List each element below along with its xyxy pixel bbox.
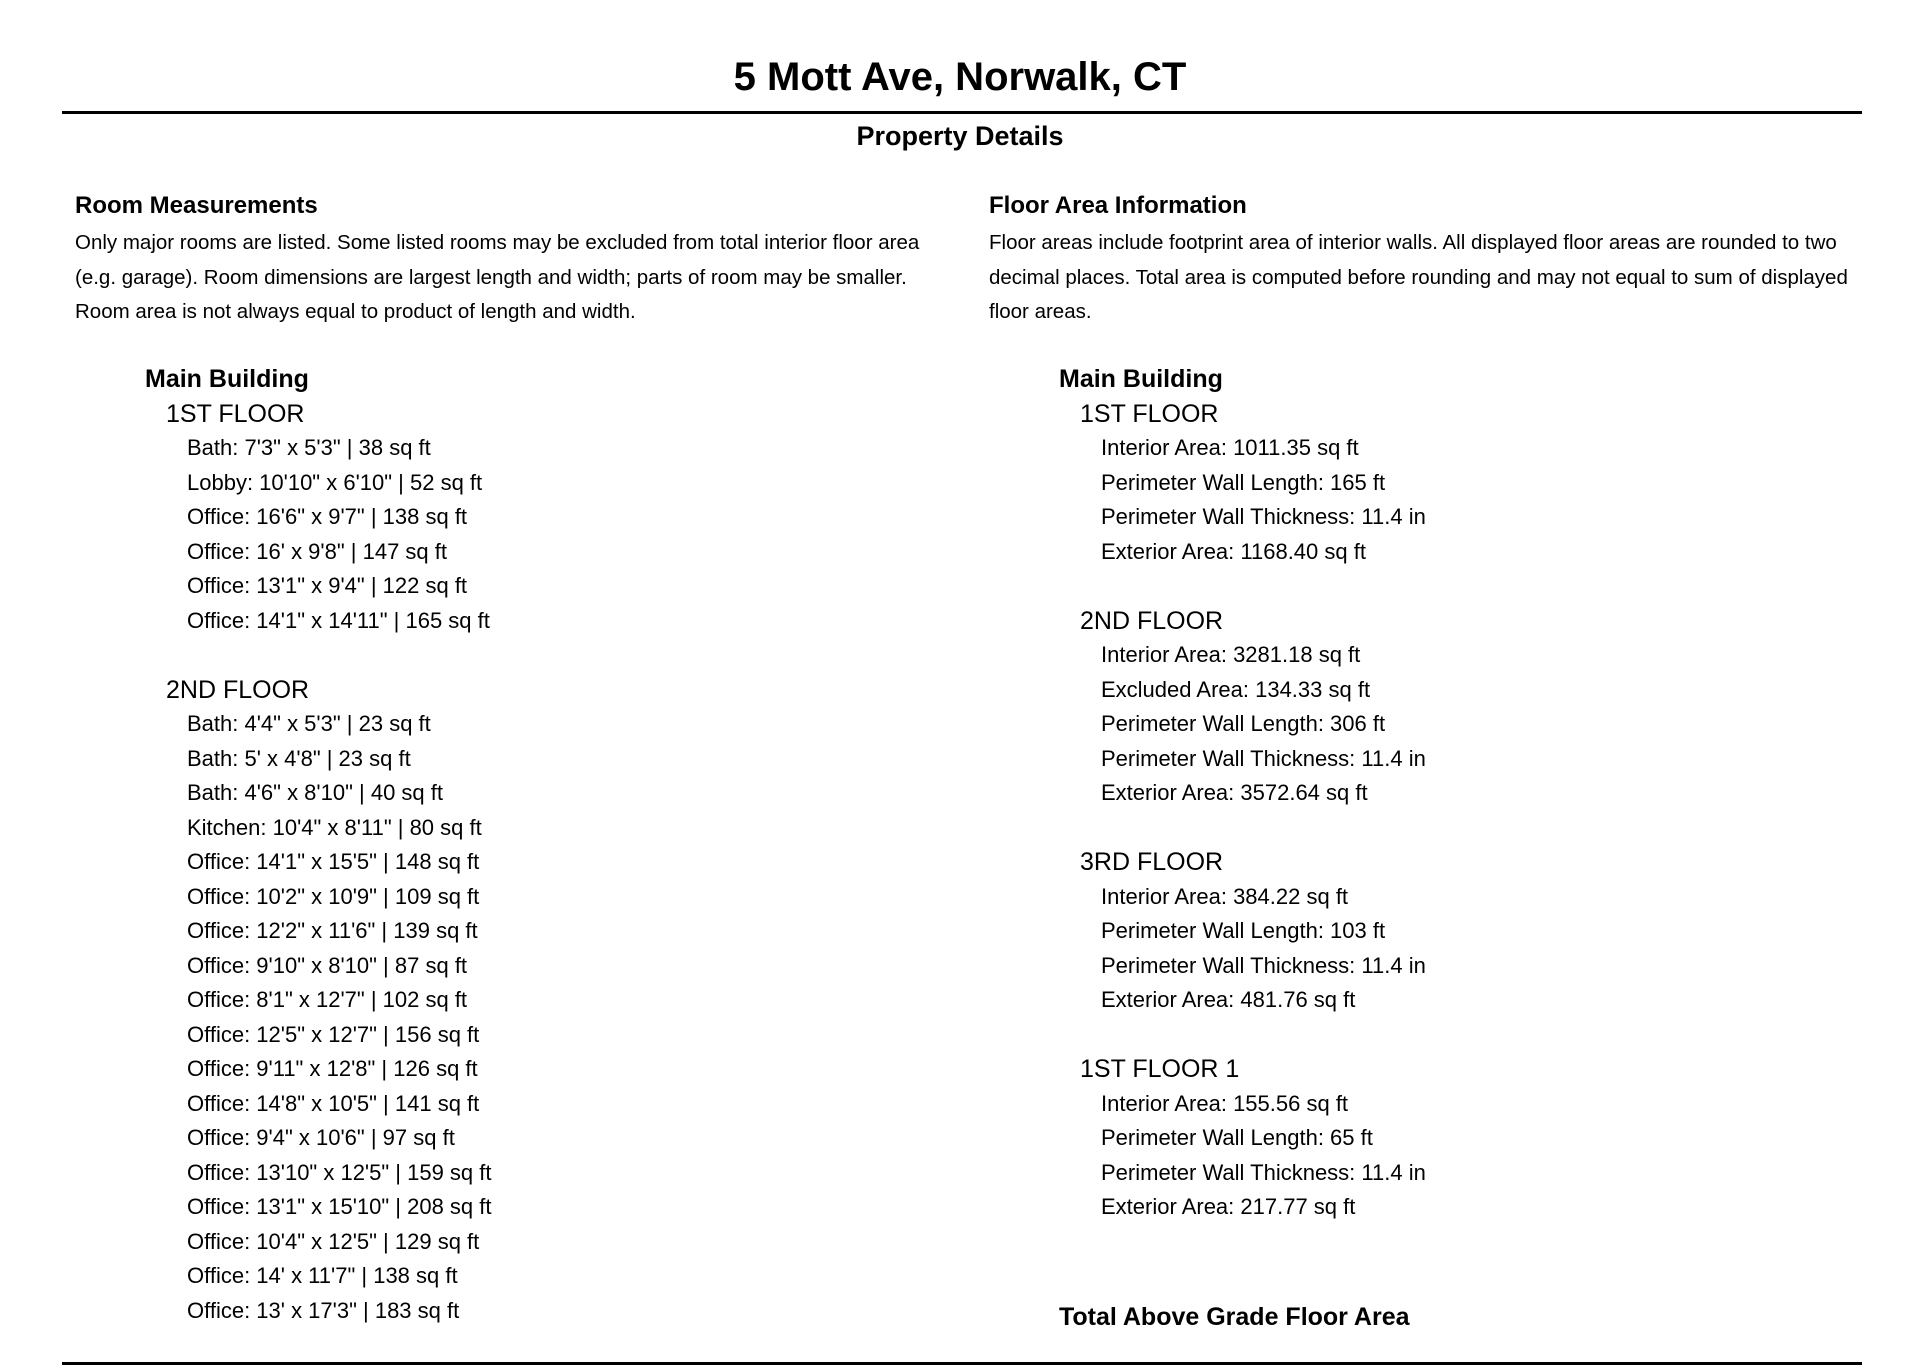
area-detail-item: Perimeter Wall Thickness: 11.4 in xyxy=(1101,745,1426,771)
floor-area-note: Floor areas include footprint area of interior walls. All displayed floor areas are rounded to two decimal places. Total area is computed before rounding and may not equal to sum of displayed floor areas. xyxy=(989,231,1848,323)
area-detail-item-list xyxy=(1080,638,1426,811)
floor-block xyxy=(166,673,492,1329)
floor-spacer xyxy=(1059,1018,1426,1053)
floor-block xyxy=(1080,397,1426,570)
room-item: Office: 10'2" x 10'9" | 109 sq ft xyxy=(187,883,480,909)
room-item: Office: 12'2" x 11'6" | 139 sq ft xyxy=(187,918,478,943)
room-item: Lobby: 10'10" x 6'10" | 52 sq ft xyxy=(187,469,483,495)
floor-label: 3RD FLOOR xyxy=(1080,848,1224,876)
room-measurements-list xyxy=(145,362,492,1328)
footer-divider xyxy=(62,1362,1862,1365)
area-detail-item: Exterior Area: 3572.64 sq ft xyxy=(1101,780,1368,805)
room-item-list xyxy=(166,431,492,638)
room-item: Office: 9'4" x 10'6" | 97 sq ft xyxy=(187,1125,455,1150)
floor-spacer xyxy=(145,638,492,673)
floor-block xyxy=(1080,845,1426,1018)
room-item: Office: 14' x 11'7" | 138 sq ft xyxy=(187,1263,458,1288)
room-item: Office: 9'10" x 8'10" | 87 sq ft xyxy=(187,952,468,978)
room-item: Office: 14'8" x 10'5" | 141 sq ft xyxy=(187,1090,480,1116)
floor-block xyxy=(1080,1052,1426,1225)
page-subtitle: Property Details xyxy=(856,121,1064,151)
room-measurements-heading: Room Measurements xyxy=(75,192,318,219)
area-detail-item-list xyxy=(1080,431,1426,569)
total-floor-area-label: Total Above Grade Floor Area xyxy=(1059,1303,1410,1331)
floor-area-section xyxy=(989,190,1869,330)
floor-area-heading: Floor Area Information xyxy=(989,192,1247,219)
room-item: Office: 12'5" x 12'7" | 156 sq ft xyxy=(187,1021,480,1047)
area-detail-item: Perimeter Wall Length: 65 ft xyxy=(1101,1125,1373,1150)
area-detail-item: Interior Area: 384.22 sq ft xyxy=(1101,883,1349,909)
page-title: 5 Mott Ave, Norwalk, CT xyxy=(733,55,1187,99)
room-item: Office: 10'4" x 12'5" | 129 sq ft xyxy=(187,1228,480,1254)
area-detail-item: Excluded Area: 134.33 sq ft xyxy=(1101,676,1371,702)
title-divider xyxy=(62,111,1862,114)
room-item: Office: 9'11" x 12'8" | 126 sq ft xyxy=(187,1056,478,1081)
area-detail-item: Perimeter Wall Thickness: 11.4 in xyxy=(1101,504,1426,529)
room-measurements-note: Only major rooms are listed. Some listed rooms may be excluded from total interior floor area (e.g. garage). Room dimensions are largest length and width; parts of room may be smaller. Room area is not always equal to product of length and width. xyxy=(75,231,920,323)
area-detail-item: Interior Area: 3281.18 sq ft xyxy=(1101,642,1361,667)
room-item: Bath: 7'3" x 5'3" | 38 sq ft xyxy=(187,435,431,460)
area-detail-item: Perimeter Wall Length: 165 ft xyxy=(1101,469,1386,495)
room-item: Office: 16'6" x 9'7" | 138 sq ft xyxy=(187,504,468,529)
area-detail-item: Perimeter Wall Length: 103 ft xyxy=(1101,918,1386,943)
room-item: Office: 13' x 17'3" | 183 sq ft xyxy=(187,1297,460,1323)
area-detail-item: Exterior Area: 481.76 sq ft xyxy=(1101,987,1356,1012)
area-detail-item: Exterior Area: 1168.40 sq ft xyxy=(1101,538,1366,564)
floor-area-list xyxy=(1059,362,1426,1225)
room-item: Bath: 4'4" x 5'3" | 23 sq ft xyxy=(187,711,431,736)
area-detail-item: Perimeter Wall Length: 306 ft xyxy=(1101,711,1386,736)
room-item: Office: 16' x 9'8" | 147 sq ft xyxy=(187,538,447,564)
room-item: Kitchen: 10'4" x 8'11" | 80 sq ft xyxy=(187,814,482,840)
floor-spacer xyxy=(1059,569,1426,604)
room-measurements-section xyxy=(75,190,955,330)
area-detail-item: Interior Area: 155.56 sq ft xyxy=(1101,1090,1349,1116)
room-item: Bath: 5' x 4'8" | 23 sq ft xyxy=(187,745,411,771)
floor-block xyxy=(166,397,492,639)
room-item: Office: 14'1" x 15'5" | 148 sq ft xyxy=(187,849,480,874)
room-item: Office: 13'1" x 15'10" | 208 sq ft xyxy=(187,1194,492,1219)
area-detail-item: Perimeter Wall Thickness: 11.4 in xyxy=(1101,1159,1426,1185)
floor-label: 1ST FLOOR xyxy=(1080,399,1219,428)
floor-label: 1ST FLOOR 1 xyxy=(1080,1055,1240,1083)
floor-label: 1ST FLOOR xyxy=(166,399,305,428)
room-item: Office: 13'1" x 9'4" | 122 sq ft xyxy=(187,573,468,598)
area-detail-item: Interior Area: 1011.35 sq ft xyxy=(1101,435,1359,460)
room-item: Office: 8'1" x 12'7" | 102 sq ft xyxy=(187,987,468,1012)
room-item: Bath: 4'6" x 8'10" | 40 sq ft xyxy=(187,780,443,805)
room-item: Office: 14'1" x 14'11" | 165 sq ft xyxy=(187,607,490,633)
area-detail-item-list xyxy=(1080,880,1426,1018)
floor-spacer xyxy=(1059,811,1426,846)
building-label: Main Building xyxy=(1059,365,1223,393)
floor-block xyxy=(1080,604,1426,811)
room-item-list xyxy=(166,707,492,1328)
floor-label: 2ND FLOOR xyxy=(166,675,310,704)
area-detail-item: Exterior Area: 217.77 sq ft xyxy=(1101,1194,1356,1219)
building-label: Main Building xyxy=(145,365,309,393)
area-detail-item: Perimeter Wall Thickness: 11.4 in xyxy=(1101,952,1426,978)
room-item: Office: 13'10" x 12'5" | 159 sq ft xyxy=(187,1159,492,1185)
area-detail-item-list xyxy=(1080,1087,1426,1225)
floor-label: 2ND FLOOR xyxy=(1080,606,1224,635)
